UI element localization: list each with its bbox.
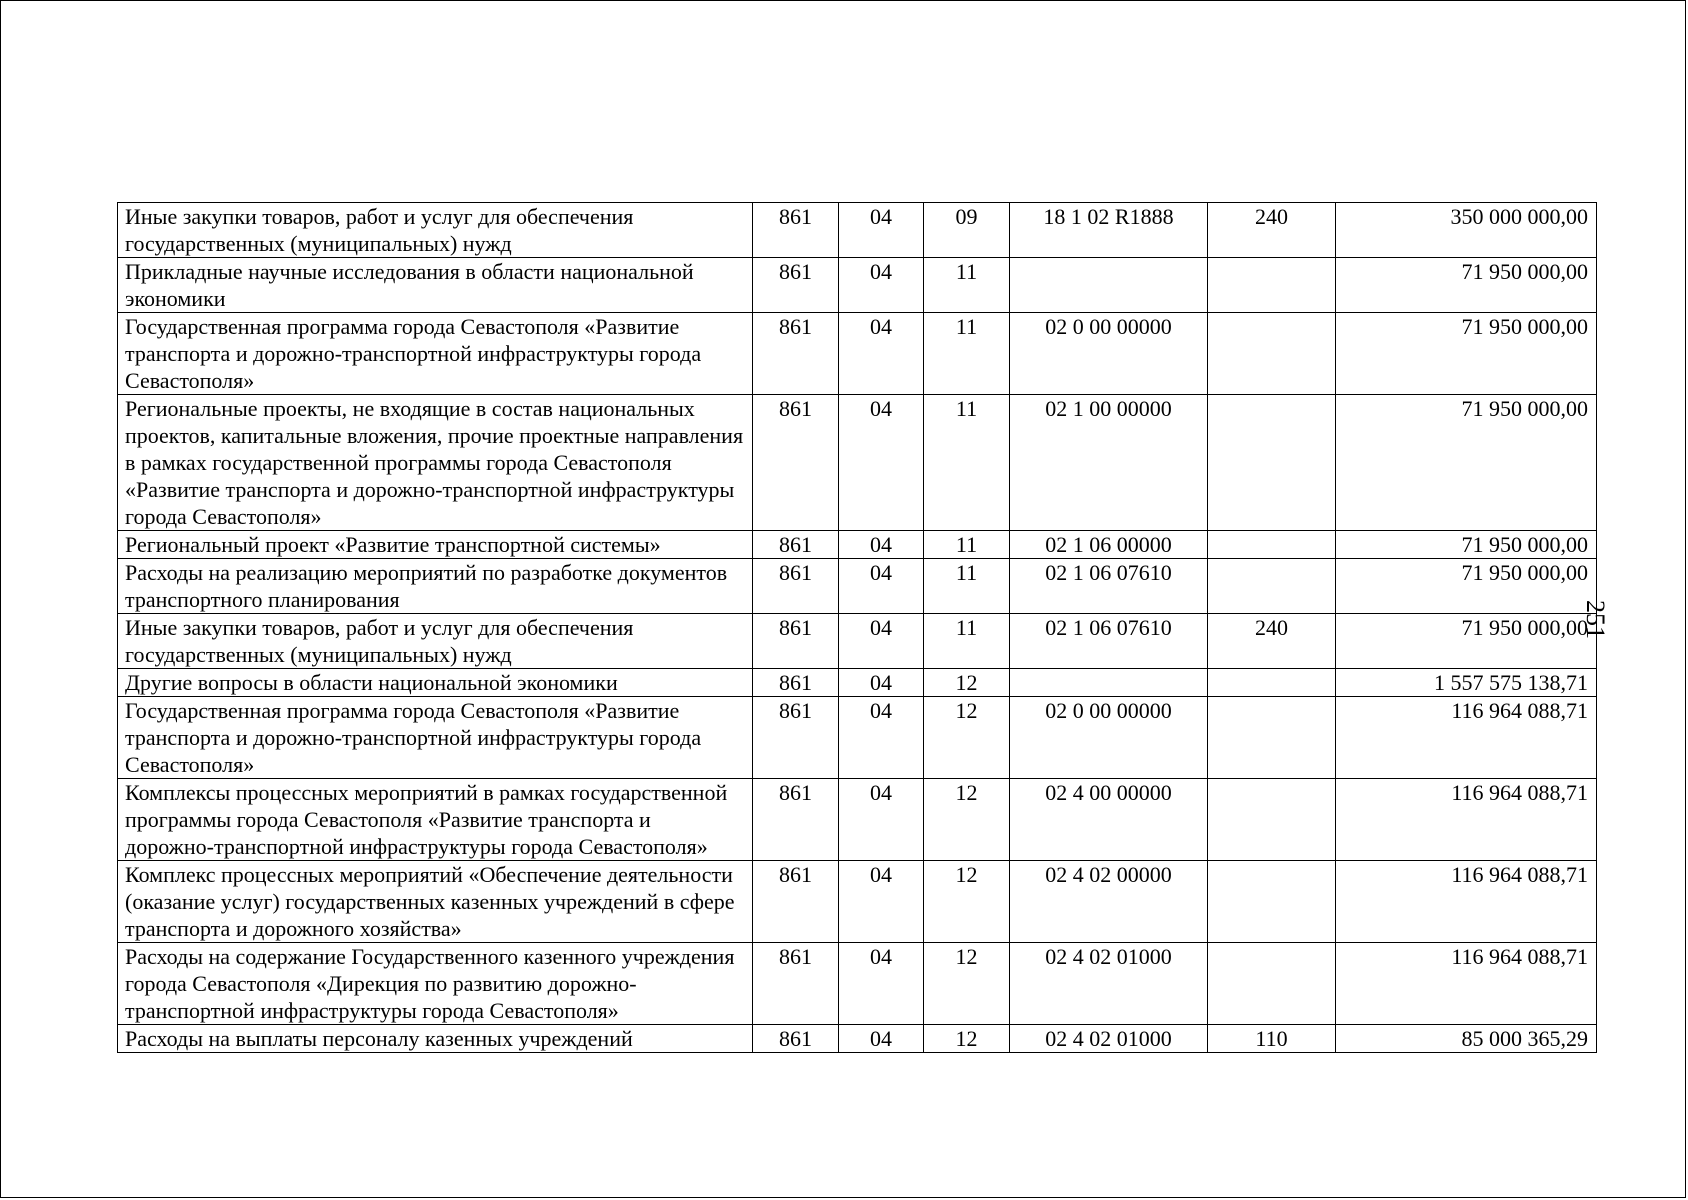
row-pr-cell: 11: [924, 531, 1010, 559]
row-csr-cell: 02 1 06 07610: [1010, 559, 1208, 614]
row-amount-cell: 116 964 088,71: [1336, 697, 1597, 779]
row-ved-cell: 861: [753, 861, 839, 943]
row-pr-cell: 11: [924, 258, 1010, 313]
row-vr-cell: [1208, 943, 1336, 1025]
row-csr-cell: 02 4 02 00000: [1010, 861, 1208, 943]
row-vr-cell: [1208, 779, 1336, 861]
table-row: [118, 203, 1597, 258]
row-name-cell: Иные закупки товаров, работ и услуг для обеспечения государственных (муниципальных) нужд: [118, 203, 753, 258]
row-rz-cell: 04: [839, 531, 924, 559]
row-name-cell: Комплексы процессных мероприятий в рамках государственной программы города Севастополя «Развитие транспорта и дорожно-транспортной инфраструктуры города Севастополя»: [118, 779, 753, 861]
row-csr-cell: 02 1 00 00000: [1010, 395, 1208, 531]
row-name-cell: Региональные проекты, не входящие в состав национальных проектов, капитальные вложения, прочие проектные направления в рамках государственной программы города Севастополя «Развитие транспорта и дорожно-транспортной инфраструктуры города Севастополя»: [118, 395, 753, 531]
row-amount-cell: 85 000 365,29: [1336, 1025, 1597, 1053]
row-rz-cell: 04: [839, 1025, 924, 1053]
row-pr-cell: 12: [924, 1025, 1010, 1053]
row-name-cell: Прикладные научные исследования в области национальной экономики: [118, 258, 753, 313]
row-vr-cell: [1208, 313, 1336, 395]
table-row: [118, 559, 1597, 614]
row-name-cell: Расходы на реализацию мероприятий по разработке документов транспортного планирования: [118, 559, 753, 614]
row-rz-cell: 04: [839, 258, 924, 313]
row-ved-cell: 861: [753, 313, 839, 395]
row-pr-cell: 12: [924, 861, 1010, 943]
row-csr-cell: 02 0 00 00000: [1010, 313, 1208, 395]
table-row: [118, 697, 1597, 779]
row-vr-cell: [1208, 861, 1336, 943]
page-number: 251: [1581, 600, 1610, 639]
row-vr-cell: 240: [1208, 203, 1336, 258]
row-pr-cell: 12: [924, 669, 1010, 697]
row-amount-cell: 71 950 000,00: [1336, 395, 1597, 531]
row-amount-cell: 1 557 575 138,71: [1336, 669, 1597, 697]
row-pr-cell: 09: [924, 203, 1010, 258]
row-amount-cell: 116 964 088,71: [1336, 943, 1597, 1025]
row-vr-cell: [1208, 258, 1336, 313]
row-rz-cell: 04: [839, 559, 924, 614]
row-ved-cell: 861: [753, 697, 839, 779]
table-row: [118, 669, 1597, 697]
row-csr-cell: [1010, 669, 1208, 697]
row-pr-cell: 11: [924, 614, 1010, 669]
row-csr-cell: 02 4 02 01000: [1010, 1025, 1208, 1053]
row-csr-cell: 02 0 00 00000: [1010, 697, 1208, 779]
row-rz-cell: 04: [839, 943, 924, 1025]
row-name-cell: Иные закупки товаров, работ и услуг для обеспечения государственных (муниципальных) нужд: [118, 614, 753, 669]
table-row: [118, 395, 1597, 531]
table-row: [118, 861, 1597, 943]
row-vr-cell: [1208, 531, 1336, 559]
table-row: [118, 943, 1597, 1025]
row-vr-cell: [1208, 669, 1336, 697]
row-rz-cell: 04: [839, 203, 924, 258]
row-ved-cell: 861: [753, 531, 839, 559]
row-rz-cell: 04: [839, 779, 924, 861]
row-vr-cell: [1208, 697, 1336, 779]
row-name-cell: Другие вопросы в области национальной экономики: [118, 669, 753, 697]
row-amount-cell: 350 000 000,00: [1336, 203, 1597, 258]
row-rz-cell: 04: [839, 697, 924, 779]
row-ved-cell: 861: [753, 258, 839, 313]
table-row: [118, 779, 1597, 861]
row-ved-cell: 861: [753, 943, 839, 1025]
row-vr-cell: [1208, 395, 1336, 531]
row-ved-cell: 861: [753, 669, 839, 697]
row-ved-cell: 861: [753, 203, 839, 258]
row-ved-cell: 861: [753, 614, 839, 669]
row-amount-cell: 116 964 088,71: [1336, 861, 1597, 943]
row-ved-cell: 861: [753, 559, 839, 614]
row-ved-cell: 861: [753, 395, 839, 531]
row-ved-cell: 861: [753, 779, 839, 861]
row-name-cell: Государственная программа города Севастополя «Развитие транспорта и дорожно-транспортной инфраструктуры города Севастополя»: [118, 313, 753, 395]
table-row: [118, 531, 1597, 559]
row-vr-cell: [1208, 559, 1336, 614]
row-pr-cell: 12: [924, 943, 1010, 1025]
table-row: [118, 1025, 1597, 1053]
row-vr-cell: 110: [1208, 1025, 1336, 1053]
row-csr-cell: 02 4 02 01000: [1010, 943, 1208, 1025]
row-csr-cell: 02 1 06 07610: [1010, 614, 1208, 669]
row-rz-cell: 04: [839, 861, 924, 943]
row-name-cell: Комплекс процессных мероприятий «Обеспечение деятельности (оказание услуг) государственных казенных учреждений в сфере транспорта и дорожного хозяйства»: [118, 861, 753, 943]
row-name-cell: Расходы на выплаты персоналу казенных учреждений: [118, 1025, 753, 1053]
table-row: [118, 258, 1597, 313]
row-amount-cell: 71 950 000,00: [1336, 258, 1597, 313]
budget-table: [117, 202, 1597, 1053]
row-csr-cell: 02 4 00 00000: [1010, 779, 1208, 861]
table-body: [118, 203, 1597, 1053]
row-rz-cell: 04: [839, 614, 924, 669]
row-vr-cell: 240: [1208, 614, 1336, 669]
row-rz-cell: 04: [839, 395, 924, 531]
row-pr-cell: 12: [924, 697, 1010, 779]
table-row: [118, 313, 1597, 395]
row-csr-cell: 18 1 02 R1888: [1010, 203, 1208, 258]
row-amount-cell: 71 950 000,00: [1336, 614, 1597, 669]
row-name-cell: Региональный проект «Развитие транспортной системы»: [118, 531, 753, 559]
row-csr-cell: [1010, 258, 1208, 313]
row-rz-cell: 04: [839, 669, 924, 697]
table-row: [118, 614, 1597, 669]
row-amount-cell: 71 950 000,00: [1336, 531, 1597, 559]
row-rz-cell: 04: [839, 313, 924, 395]
row-csr-cell: 02 1 06 00000: [1010, 531, 1208, 559]
row-pr-cell: 11: [924, 559, 1010, 614]
row-amount-cell: 116 964 088,71: [1336, 779, 1597, 861]
row-name-cell: Расходы на содержание Государственного казенного учреждения города Севастополя «Дирекция по развитию дорожно-транспортной инфраструктуры города Севастополя»: [118, 943, 753, 1025]
row-pr-cell: 11: [924, 395, 1010, 531]
row-pr-cell: 12: [924, 779, 1010, 861]
row-amount-cell: 71 950 000,00: [1336, 559, 1597, 614]
row-name-cell: Государственная программа города Севастополя «Развитие транспорта и дорожно-транспортной инфраструктуры города Севастополя»: [118, 697, 753, 779]
row-amount-cell: 71 950 000,00: [1336, 313, 1597, 395]
row-pr-cell: 11: [924, 313, 1010, 395]
row-ved-cell: 861: [753, 1025, 839, 1053]
